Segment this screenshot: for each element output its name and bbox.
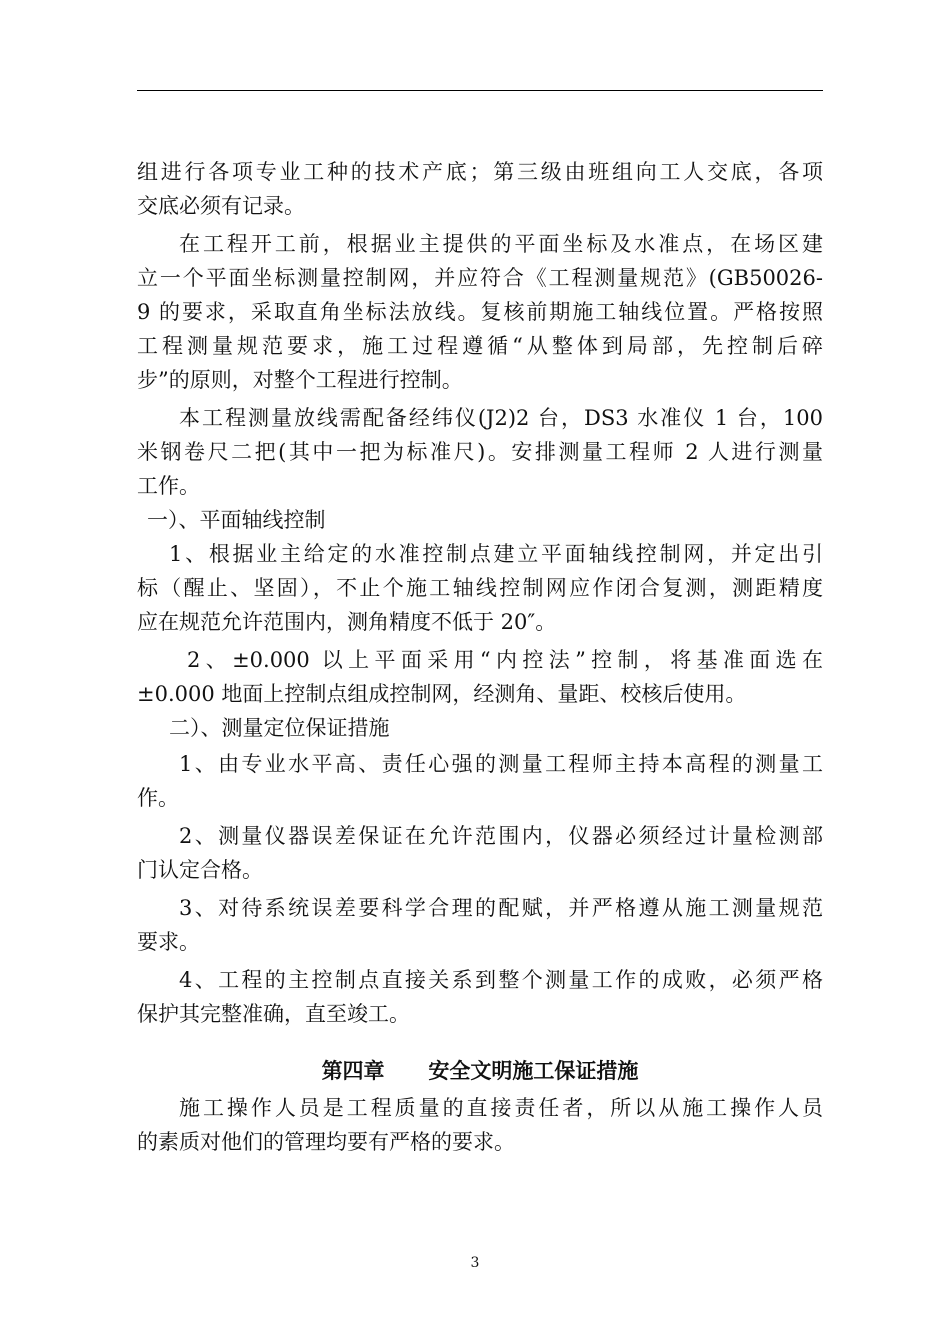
paragraph-measure-item-4: 4、工程的主控制点直接关系到整个测量工作的成败，必须严格 — [179, 968, 823, 992]
body-line: 9 的要求，采取直角坐标法放线。复核前期施工轴线位置。严格按照 — [137, 300, 823, 324]
body-line: 的素质对他们的管理均要有严格的要求。 — [137, 1130, 515, 1154]
body-line: 米钢卷尺二把(其中一把为标准尺)。安排测量工程师 2 人进行测量 — [137, 440, 823, 464]
section-heading-positioning: 二）、测量定位保证措施 — [169, 716, 390, 740]
paragraph-safety-intro: 施工操作人员是工程质量的直接责任者，所以从施工操作人员 — [179, 1096, 823, 1120]
body-line: 门认定合格。 — [137, 858, 263, 882]
body-line: 工程测量规范要求，施工过程遵循“从整体到局部，先控制后碎 — [137, 334, 823, 358]
body-line: 组进行各项专业工种的技术产底；第三级由班组向工人交底，各项 — [137, 160, 823, 184]
paragraph-instruments: 本工程测量放线需配备经纬仪(J2)2 台，DS3 水准仪 1 台，100 — [179, 406, 823, 430]
chapter-heading: 第四章 安全文明施工保证措施 — [321, 1058, 639, 1083]
body-line: 标（醒止、坚固），不止个施工轴线控制网应作闭合复测，测距精度 — [137, 576, 823, 600]
paragraph-axis-item-2: 2、±0.000 以上平面采用“内控法”控制，将基准面选在 — [187, 648, 823, 672]
body-line: 保护其完整准确，直至竣工。 — [137, 1002, 410, 1026]
section-heading-axis-control: 一）、平面轴线控制 — [147, 508, 326, 532]
body-line: 交底必须有记录。 — [137, 194, 305, 218]
header-rule — [137, 90, 823, 91]
body-line: 作。 — [137, 786, 179, 810]
body-line: 要求。 — [137, 930, 200, 954]
paragraph-measure-item-2: 2、测量仪器误差保证在允许范围内，仪器必须经过计量检测部 — [179, 824, 823, 848]
body-line: 工作。 — [137, 474, 200, 498]
body-line: 应在规范允许范围内，测角精度不低于 20″。 — [137, 610, 557, 634]
body-line: 步”的原则，对整个工程进行控制。 — [137, 368, 463, 392]
paragraph-measure-item-3: 3、对待系统误差要科学合理的配赋，并严格遵从施工测量规范 — [179, 896, 823, 920]
paragraph-measure-item-1: 1、由专业水平高、责任心强的测量工程师主持本高程的测量工 — [179, 752, 823, 776]
paragraph-axis-item-1: 1、根据业主给定的水准控制点建立平面轴线控制网，并定出引 — [169, 542, 823, 566]
body-line: ±0.000 地面上控制点组成控制网，经测角、量距、校核后使用。 — [137, 682, 747, 706]
body-line: 立一个平面坐标测量控制网，并应符合《工程测量规范》(GB50026- — [137, 266, 823, 290]
paragraph-survey-network: 在工程开工前，根据业主提供的平面坐标及水准点，在场区建 — [179, 232, 823, 256]
page-number: 3 — [470, 1255, 480, 1271]
